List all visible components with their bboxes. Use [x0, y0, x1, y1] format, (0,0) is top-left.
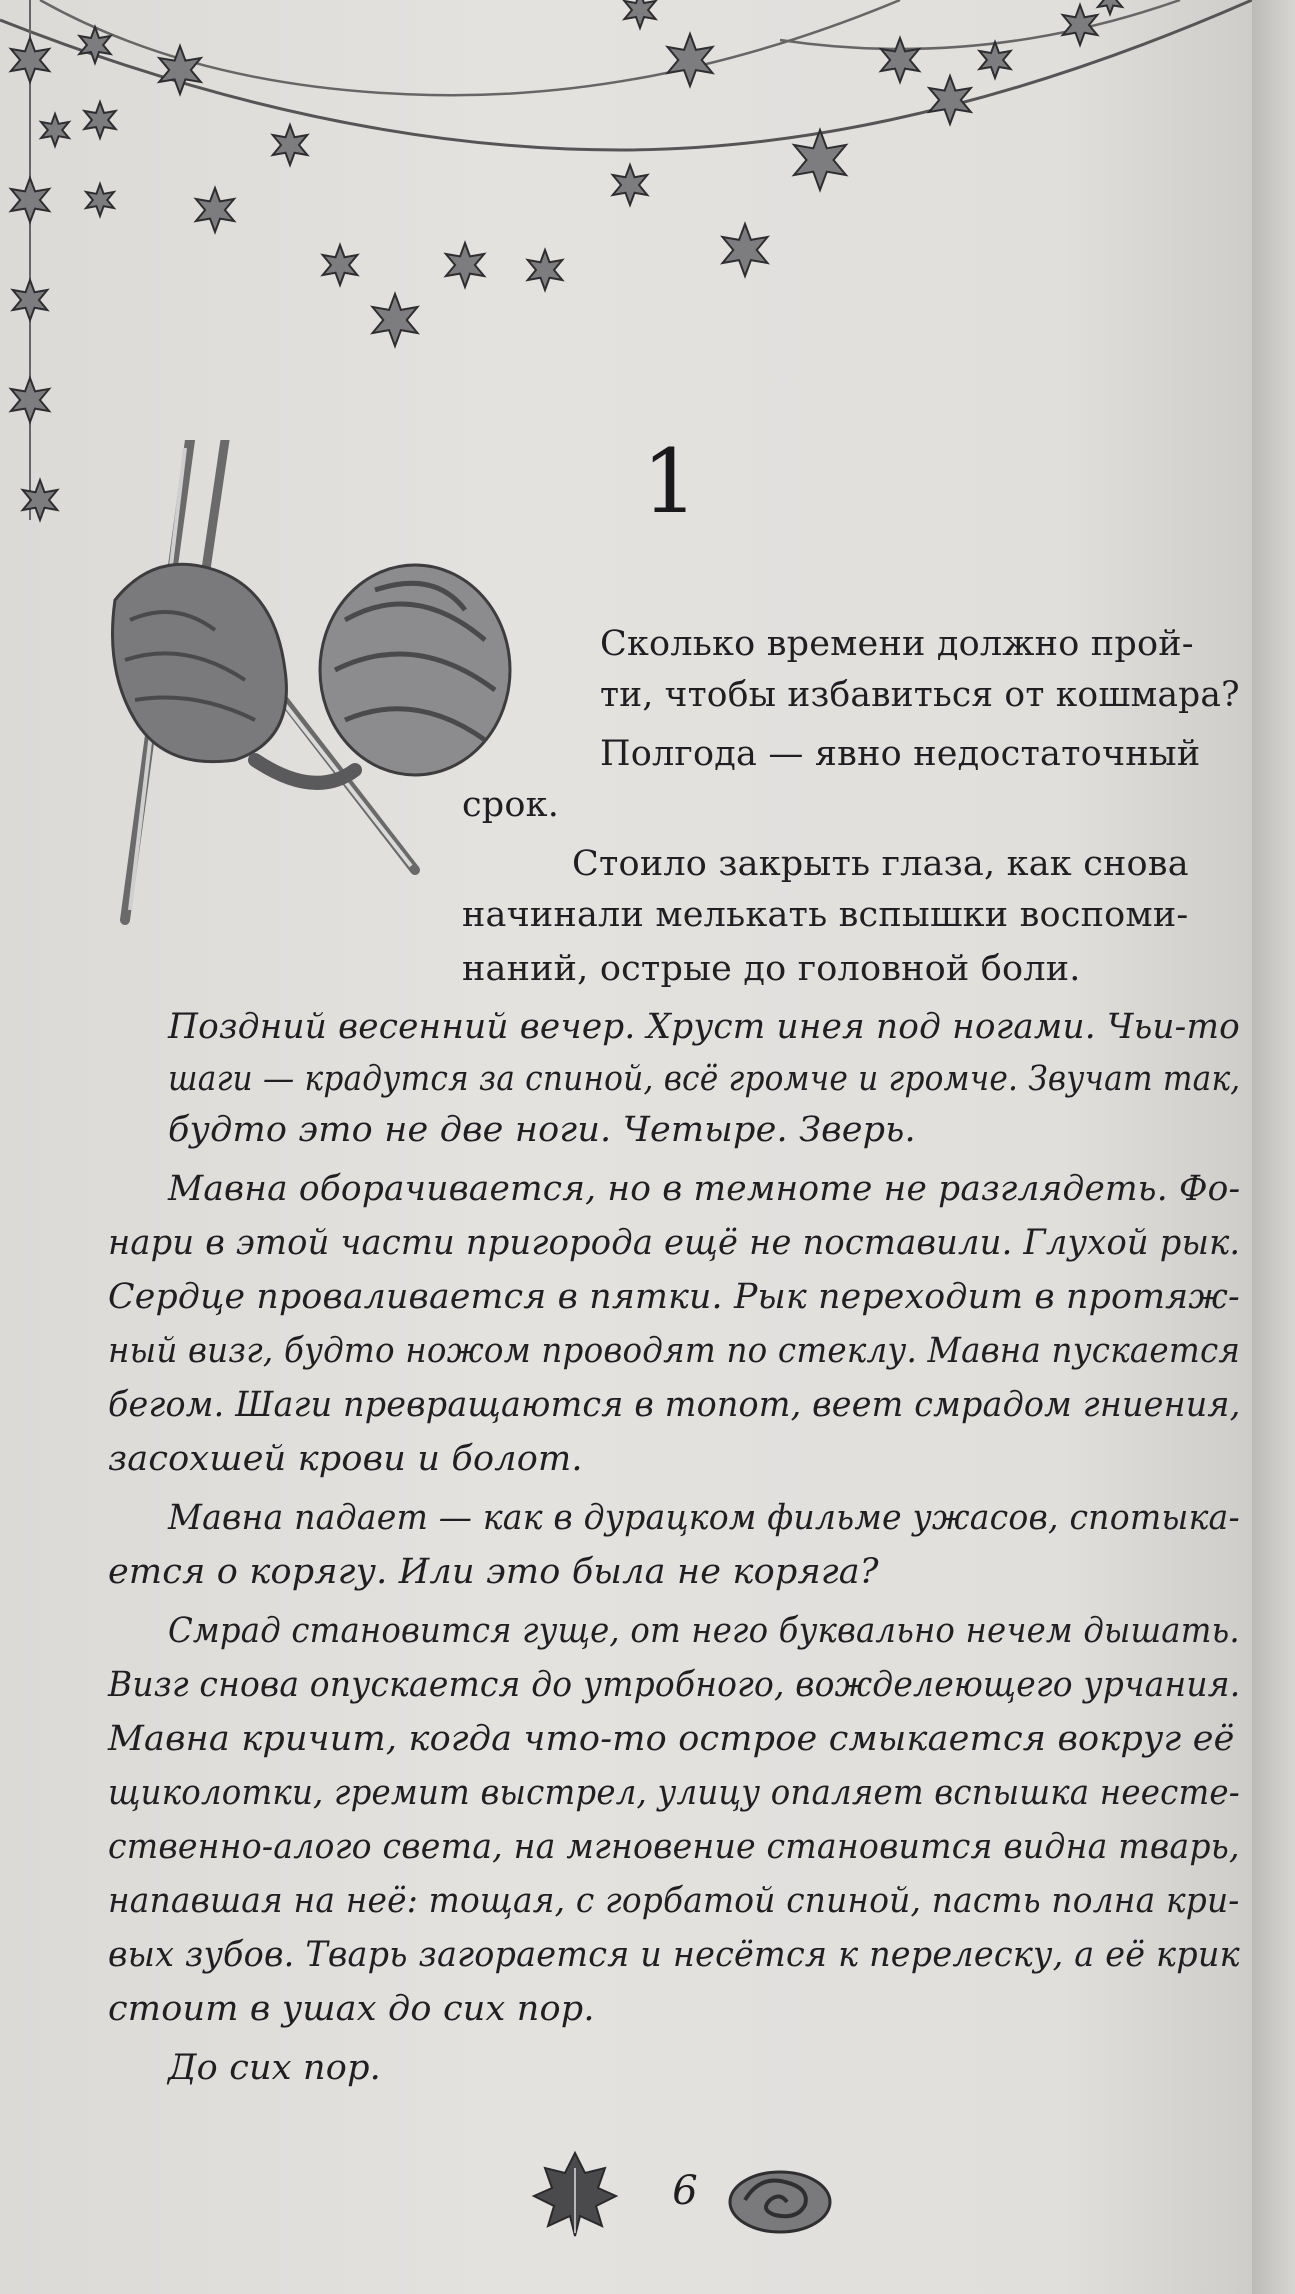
star-icon [881, 38, 919, 82]
star-icon [624, 0, 655, 28]
star-icon [373, 294, 418, 346]
text-line: Полгода — явно недостаточный [600, 734, 1201, 774]
text-line: Поздний весенний вечер. Хруст инея под ногами. Чьи-то [168, 1007, 1240, 1047]
text-line: Мавна падает — как в дурацком фильме ужасов, спотыка- [168, 1498, 1240, 1538]
text-line: Мавна кричит, когда что-то острое смыкается вокруг её [108, 1719, 1235, 1759]
text-line: Мавна оборачивается, но в темноте не разглядеть. Фо- [168, 1169, 1241, 1209]
star-icon [86, 184, 114, 216]
text-line: будто это не две ноги. Четыре. Зверь. [168, 1110, 916, 1150]
text-line: бегом. Шаги превращаются в топот, веет смрадом гниения, [108, 1385, 1241, 1425]
text-line: начинали мелькать вспышки воспоми- [462, 895, 1189, 935]
chapter-number: 1 [642, 430, 698, 533]
text-line: вых зубов. Тварь загорается и несётся к перелеску, а её крик [108, 1935, 1240, 1975]
text-line: наний, острые до головной боли. [462, 949, 1081, 989]
star-icon [11, 38, 49, 82]
star-icon [1098, 0, 1122, 14]
text-line: ется о корягу. Или это была не коряга? [108, 1552, 879, 1592]
text-line: засохшей крови и болот. [108, 1439, 583, 1479]
star-icon [794, 130, 846, 190]
star-icon [446, 243, 484, 287]
star-icon [23, 480, 58, 520]
text-line: срок. [462, 785, 560, 825]
star-icon [668, 34, 713, 86]
text-line: ственно-алого света, на мгновение становится видна тварь, [108, 1827, 1240, 1867]
star-icon [723, 224, 768, 276]
star-icon [84, 102, 115, 138]
star-icon [273, 125, 308, 165]
text-line: ти, чтобы избавиться от кошмара? [600, 675, 1240, 715]
text-line: Сколько времени должно прой- [600, 624, 1194, 664]
text-line: До сих пор. [168, 2048, 382, 2088]
text-line: Визг снова опускается до утробного, вожделеющего урчания. [108, 1665, 1241, 1705]
text-line: напавшая на неё: тощая, с горбатой спиной, пасть полна кри- [108, 1881, 1240, 1921]
star-icon [528, 250, 563, 290]
star-icon [11, 178, 49, 222]
text-line: Сердце проваливается в пятки. Рык переходит в протяж- [108, 1277, 1240, 1317]
star-icon [929, 76, 971, 124]
star-icon [13, 280, 48, 320]
star-icon [613, 165, 648, 205]
star-icon [41, 114, 69, 146]
text-line: щиколотки, гремит выстрел, улицу опаляет вспышка неесте- [108, 1773, 1240, 1813]
star-icon [11, 378, 49, 422]
page-edge [1252, 0, 1295, 2294]
bun-icon [725, 2160, 835, 2235]
text-line: Смрад становится гуще, от него буквально нечем дышать. [168, 1611, 1240, 1651]
star-icon [323, 245, 358, 285]
knitting-yarn-icon [95, 440, 535, 940]
leaf-icon [530, 2148, 620, 2238]
text-line: шаги — крадутся за спиной, всё громче и громче. Звучат так, [168, 1059, 1241, 1099]
text-line: нари в этой части пригорода ещё не поставили. Глухой рык. [108, 1223, 1241, 1263]
page-number: 6 [672, 2168, 698, 2214]
text-line: стоит в ушах до сих пор. [108, 1989, 595, 2029]
star-icon [196, 188, 234, 232]
text-line: Стоило закрыть глаза, как снова [572, 844, 1189, 884]
text-line: ный визг, будто ножом проводят по стеклу. Мавна пускается [108, 1331, 1241, 1371]
star-icon [979, 42, 1010, 78]
